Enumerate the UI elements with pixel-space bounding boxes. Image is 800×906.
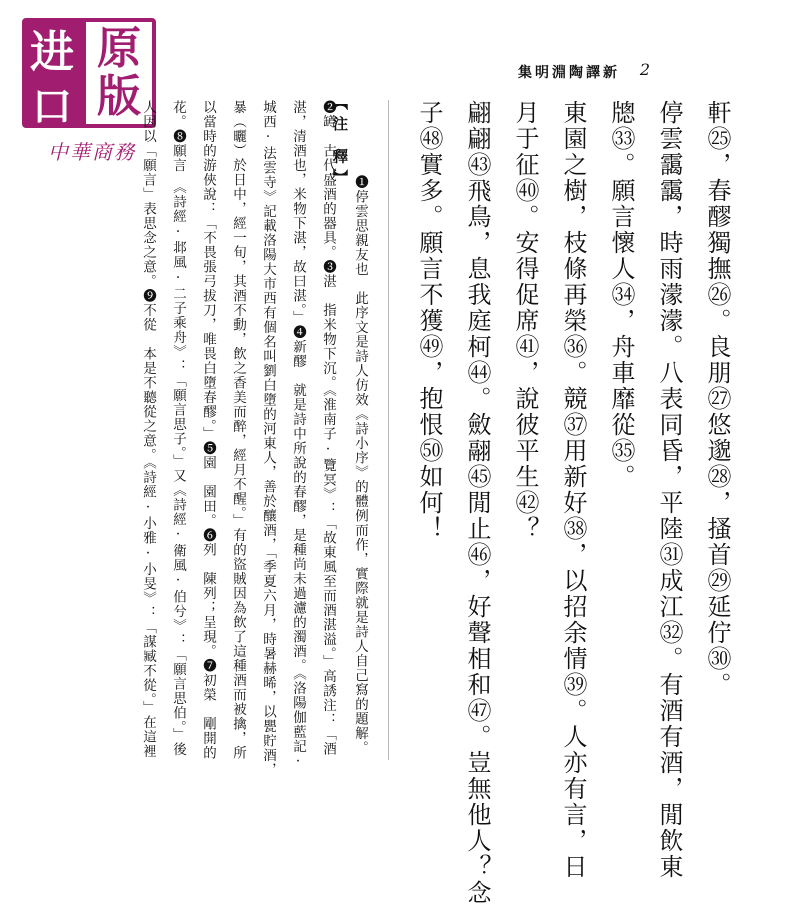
notes-heading: 【注 釋】 bbox=[331, 95, 349, 191]
poem-column-6: 翩翩㊸飛鳥，息我庭柯㊹。斂翮㊺閒止㊻，好聲相和㊼。豈無他人？念 bbox=[463, 100, 491, 906]
poem-column-5: 月于征㊵。安得促席㊶，說彼平生㊷？ bbox=[511, 100, 539, 542]
note-column-4: 城西·法雲寺》記載洛陽大市西有個名叫劉白墮的河東人，善於釀酒，「季夏六月，時暑赫晞，以甖貯酒， bbox=[260, 100, 276, 778]
note-column-7: 花。❽願言 《詩經·邶風·二子乘舟》：「願言思子。」又《詩經·衛風·伯兮》：「願言思伯。」後 bbox=[170, 100, 186, 757]
note-column-1: ❶停雲思親友也 此序文是詩人仿效《詩小序》的體例而作，實際就是詩人自己寫的題解。 bbox=[352, 175, 368, 755]
note-column-8: 人因以「願言」表思念之意。❾不從 本是不聽從之意。《詩經·小雅·小旻》：「謀臧不從。」在這裡 bbox=[140, 100, 156, 759]
logo-char-3: 原 bbox=[97, 23, 141, 74]
note-column-2: ❷罇 古代盛酒的器具。❸湛 指米物下沉。《淮南子·覽冥》：「故東風至而酒湛溢。」高誘注：「酒 bbox=[320, 100, 336, 756]
logo-brand-text: 中華商務 bbox=[48, 140, 136, 164]
poem-column-7: 子㊽實多。願言不獲㊾，抱恨㊿如何！ bbox=[415, 100, 443, 542]
running-header: 集明淵陶譯新 bbox=[518, 65, 620, 81]
poem-column-3: 牕㉝。願言懷人㉞，舟車靡從㉟。 bbox=[607, 100, 635, 490]
poem-column-4: 東園之樹，枝條再榮㊱。競㊲用新好㊳，以招余情㊴。人亦有言，日 bbox=[559, 100, 587, 880]
logo-char-1: 进 bbox=[22, 18, 82, 78]
section-divider bbox=[388, 100, 389, 760]
note-column-5: 暴（曬）於日中，經一旬，其酒不動，飲之香美而醉，經月不醒。」有的盜賊因為飲了這種酒而被擒，所 bbox=[230, 100, 246, 761]
page-number: 2 bbox=[639, 60, 650, 79]
poem-column-1: 軒㉕，春醪獨撫㉖。良朋㉗悠邈㉘，搔首㉙延佇㉚。 bbox=[703, 100, 731, 698]
note-column-6: 以當時的游俠說：「不畏張弓拔刀，唯畏白墮春醪。」❺園 園田。❻列 陳列；呈現。❼初榮 剛開的 bbox=[200, 100, 216, 761]
logo-char-2: 口 bbox=[22, 78, 82, 128]
note-column-3: 湛，清酒也，米物下湛，故曰湛。」❹新醪 就是詩中所說的春醪，是種尚未過濾的濁酒。《洛陽伽藍記· bbox=[290, 100, 306, 771]
poem-column-2: 停雲靄靄，時雨濛濛。八表同昏，平陸㉛成江㉜。有酒有酒，閒飲東 bbox=[655, 100, 683, 880]
logo-char-4: 版 bbox=[97, 71, 141, 122]
